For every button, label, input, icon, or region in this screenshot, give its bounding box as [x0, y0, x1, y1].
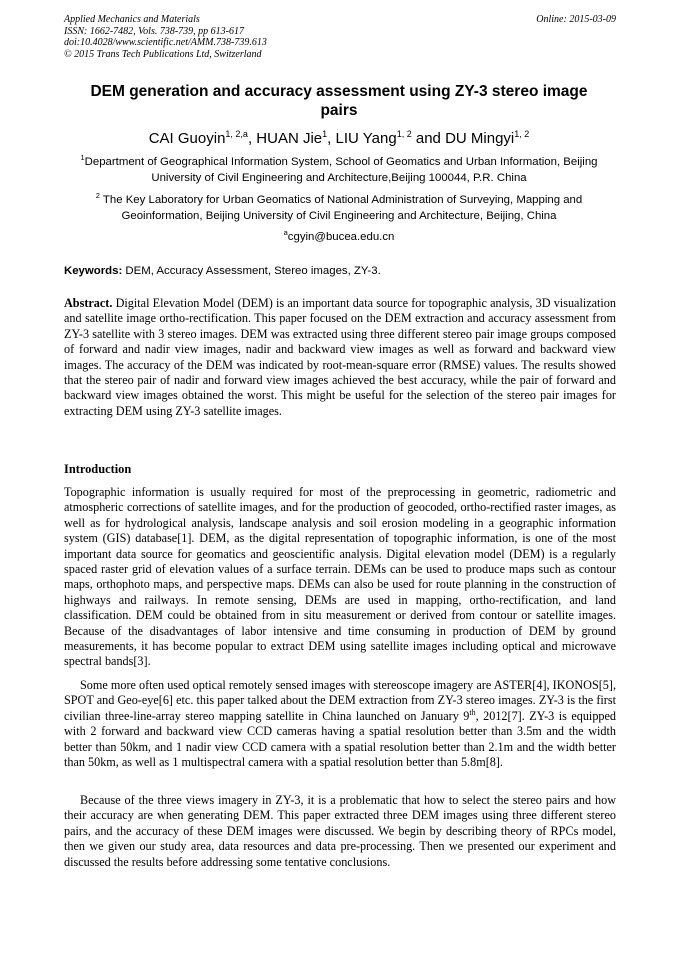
affiliation-1	[60, 154, 618, 186]
author-separator: and	[411, 130, 446, 147]
affiliation-text: Department of Geographical Information System, School of Geomatics and Urban Information, Beijing University of Civil Engineering and Architecture,Beijing 100044, P.R. China	[84, 156, 598, 184]
paragraph-text: Some more often used optical remotely sensed images with stereoscope imagery are ASTER[4], IKONOS[5], SPOT and Geo-eye[6] etc. this paper talked about the DEM extraction from ZY-3 stereo images. ZY-3 is the first civilian three-line-array stereo mapping satellite in China launched on January 9	[64, 678, 616, 723]
intro-paragraph-2	[64, 678, 616, 770]
author-email	[60, 229, 618, 245]
copyright: © 2015 Trans Tech Publications Ltd, Switzerland	[64, 48, 262, 60]
online-date: Online: 2015-03-09	[536, 14, 616, 25]
author-separator: ,	[327, 130, 336, 147]
email-marker: a	[283, 228, 288, 237]
author-name: HUAN Jie	[256, 130, 323, 147]
abstract	[64, 296, 616, 419]
doi: doi:10.4028/www.scientific.net/AMM.738-739.613	[64, 37, 267, 48]
paragraph-text: , 2012[7]. ZY-3 is equipped with 2 forward and backward view CCD cameras having a spatial resolution better than 3.5m and the width better than 50km, and 1 nadir view CCD camera with a spatial resolution better than 2.1m and the width better than 50km, as well as 1 multispectral camera with a spatial resolution better than 5.8m[8].	[64, 708, 617, 770]
abstract-text: Digital Elevation Model (DEM) is an important data source for topographic analysis, 3D visualization and satellite image ortho-rectification. This paper focused on the DEM extraction and accuracy assessment from ZY-3 satellite with 3 stereo images. DEM was extracted using three different stereo pair image groups composed of forward and nadir view images, nadir and backward view images as well as forward and backward view images. The accuracy of the DEM was indicated by root-mean-square error (RMSE) values. The results showed that the stereo pair of nadir and forward view images achieved the best accuracy, while the pair of forward and backward view images obtained the worst. This might be useful for the selection of the stereo pair images for extracting DEM using ZY-3 satellite images.	[64, 296, 616, 418]
abstract-label: Abstract.	[64, 296, 113, 310]
author-list	[60, 130, 618, 148]
issn: ISSN: 1662-7482, Vols. 738-739, pp 613-617	[64, 25, 244, 37]
author-affiliation-marker: 1, 2,a	[225, 129, 248, 139]
keywords-text: DEM, Accuracy Assessment, Stereo images, ZY-3.	[122, 265, 381, 277]
author-name: DU Mingyi	[445, 130, 515, 147]
paper-title: DEM generation and accuracy assessment using ZY-3 stereo image pairs	[90, 83, 588, 119]
author-affiliation-marker: 1	[322, 129, 328, 139]
intro-paragraph-3: Because of the three views imagery in ZY-3, it is a problematic that how to select the stereo pairs and how their accuracy are when generating DEM. This paper extracted three DEM images using three different stereo pairs, and the accuracy of these DEM images were discussed. We begin by describing theory of RPCs model, then we given our study area, data resources and data pre-processing. Then we presented our experiment and discussed the results before addressing some tentative conclusions.	[64, 793, 616, 869]
affiliation-2	[60, 192, 618, 224]
keywords	[64, 264, 616, 279]
author-affiliation-marker: 1, 2	[396, 129, 412, 139]
author-name: LIU Yang	[335, 130, 397, 147]
author-name: CAI Guoyin	[148, 130, 226, 147]
keywords-label: Keywords:	[64, 265, 123, 277]
affiliation-marker: 1	[80, 153, 85, 162]
affiliation-marker: 2	[95, 191, 100, 200]
affiliation-text: The Key Laboratory for Urban Geomatics of National Administration of Surveying, Mapping and Geoinformation, Beijing University of Civil Engineering and Architecture, Beijing, China	[102, 194, 583, 222]
author-separator: ,	[247, 130, 257, 147]
intro-paragraph-1: Topographic information is usually required for most of the preprocessing in geometric, radiometric and atmospheric corrections of satellite images, and for the production of geocoded, ortho-rectified raster images, as well as for hydrological analysis, landscape analysis and soil erosion modeling in a geographic information system (GIS) database[1]. DEM, as the digital representation of topographic information, is one of the most important data source for geomatics and geoscientific analysis. Digital elevation model (DEM) is a regularly spaced raster grid of elevation values of a surface terrain. DEMs can be used to produce maps such as contour maps, orthophoto maps, and perspective maps. DEMs can also be used for route planning in the construction of highways and railways. In remote sensing, DEMs are used in mapping, ortho-rectification, and land classification. DEM could be obtained from in situ measurement or derived from contour or satellite images. Because of the disadvantages of labor intensive and time consuming in production of DEM by ground measurements, it has become popular to extract DEM using satellite images including optical and microwave spectral bands[3].	[64, 485, 616, 669]
journal-name: Applied Mechanics and Materials	[64, 14, 200, 25]
ordinal-suffix: th	[469, 707, 476, 717]
author-affiliation-marker: 1, 2	[514, 129, 530, 139]
journal-header	[64, 14, 616, 60]
email-address: cgyin@bucea.edu.cn	[287, 231, 395, 243]
section-heading-introduction: Introduction	[64, 462, 132, 476]
